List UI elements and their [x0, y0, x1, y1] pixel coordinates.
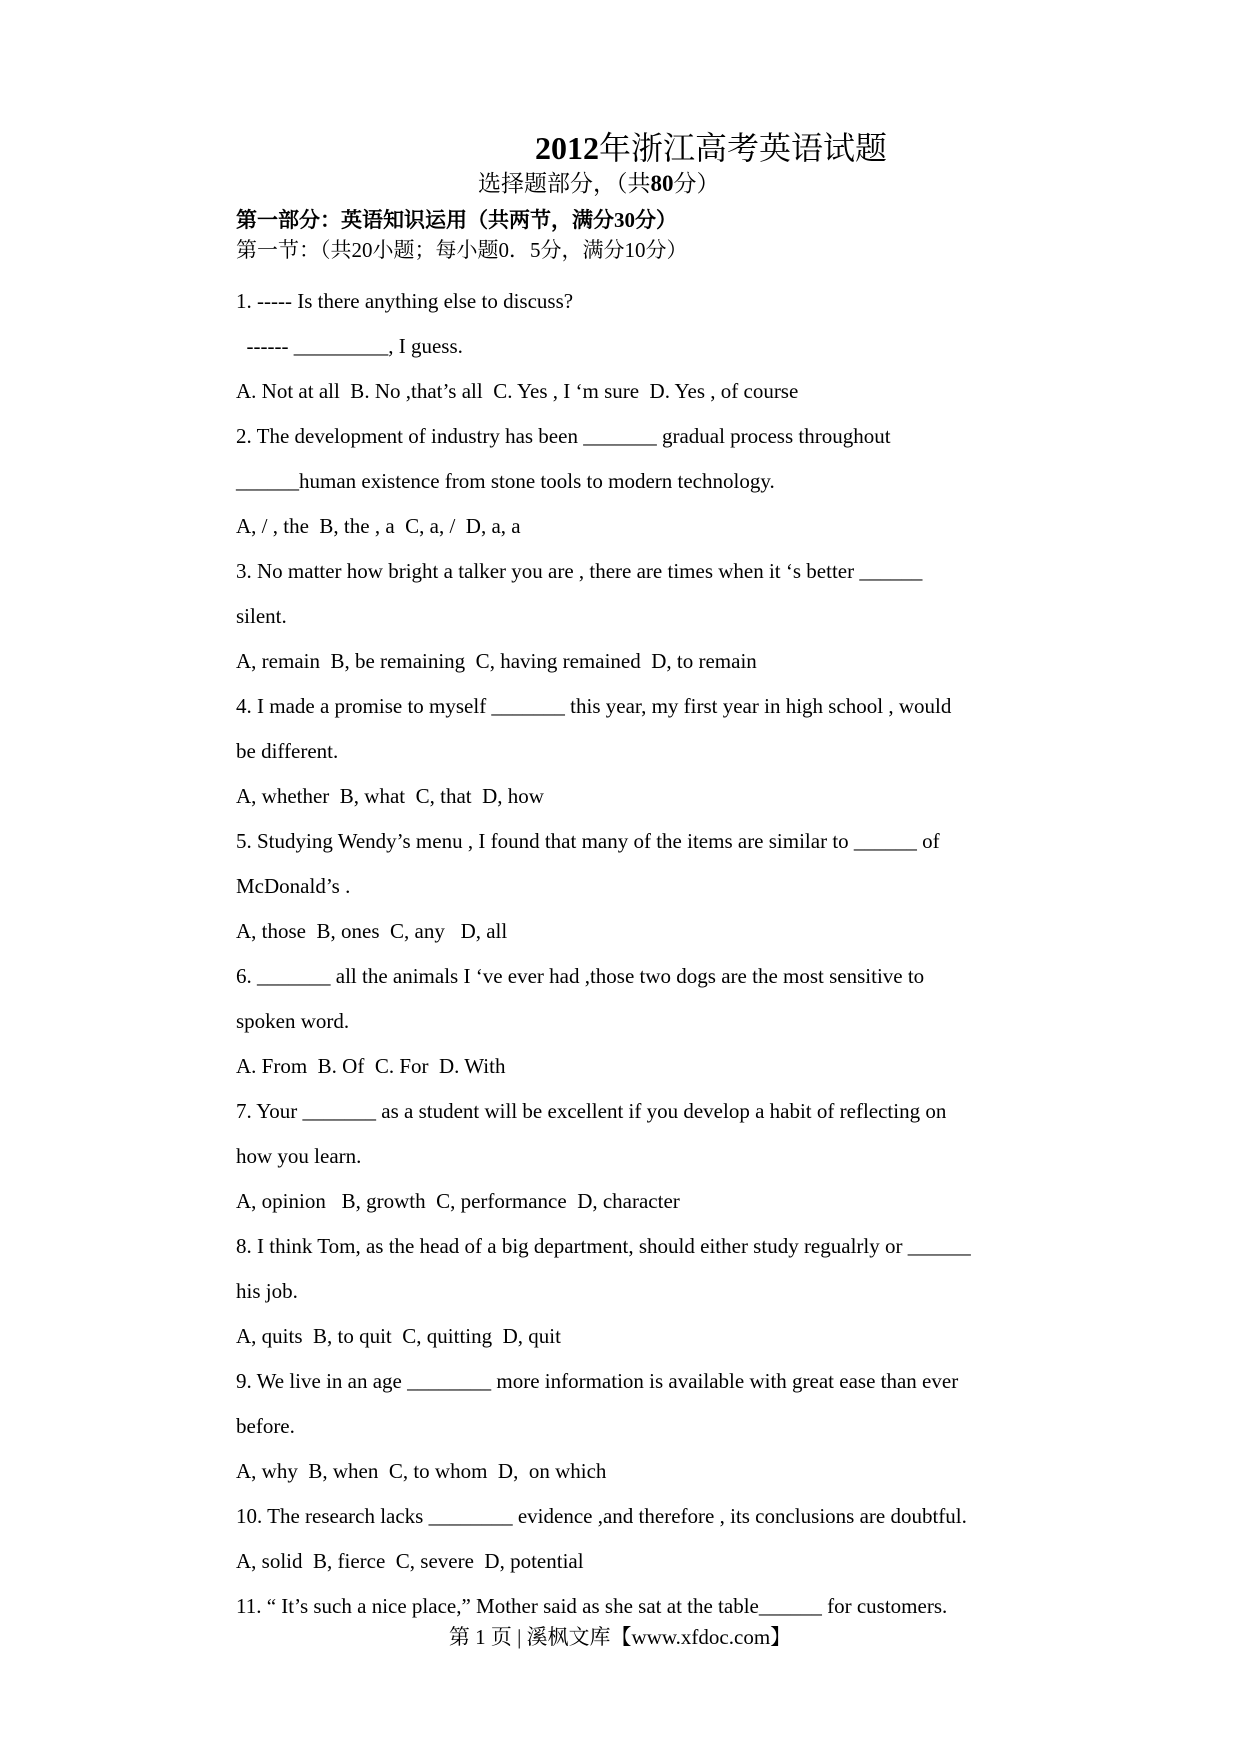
section-heading: 第一节：（共20小题；每小题0．5分，满分10分） [236, 238, 688, 262]
subtitle-after: 分） [673, 171, 720, 196]
subtitle-before: 选择题部分，（共 [478, 171, 651, 196]
question-line: before. [236, 1414, 295, 1438]
options-line: A, / , the B, the , a C, a, / D, a, a [236, 514, 521, 538]
question-line: 4. I made a promise to myself _______ this year, my first year in high school , would [236, 694, 952, 718]
question-line: 9. We live in an age ________ more information is available with great ease than ever [236, 1369, 959, 1393]
title-text: 年浙江高考英语试题 [599, 130, 888, 166]
question-line: 10. The research lacks ________ evidence ,and therefore , its conclusions are doubtful. [236, 1504, 967, 1528]
question-line: 6. _______ all the animals I ‘ve ever had ,those two dogs are the most sensitive to [236, 964, 925, 988]
subtitle-number: 80 [650, 171, 674, 196]
options-line: A, why B, when C, to whom D, on which [236, 1459, 607, 1483]
question-line: ______human existence from stone tools to modern technology. [236, 469, 775, 493]
question-line: how you learn. [236, 1144, 362, 1168]
title-year: 2012 [535, 130, 599, 166]
options-line: A. From B. Of C. For D. With [236, 1054, 506, 1078]
options-line: A, whether B, what C, that D, how [236, 784, 544, 808]
question-line: spoken word. [236, 1009, 350, 1033]
question-line: 2. The development of industry has been _______ gradual process throughout [236, 424, 891, 448]
question-line: 3. No matter how bright a talker you are , there are times when it ‘s better ______ [236, 559, 923, 583]
page-footer: 第 1 页 | 溪枫文库【www.xfdoc.com】 [448, 1625, 792, 1649]
question-line: 7. Your _______ as a student will be excellent if you develop a habit of reflecting on [236, 1099, 947, 1123]
question-line: 8. I think Tom, as the head of a big department, should either study regualrly or ______ [236, 1234, 971, 1258]
options-line: A, remain B, be remaining C, having remained D, to remain [236, 649, 757, 673]
page-title [535, 126, 887, 170]
question-line: McDonald’s . [236, 874, 351, 898]
question-line: 5. Studying Wendy’s menu , I found that many of the items are similar to ______ of [236, 829, 940, 853]
question-line: be different. [236, 739, 339, 763]
options-line: A, those B, ones C, any D, all [236, 919, 508, 943]
options-line: A, solid B, fierce C, severe D, potential [236, 1549, 584, 1573]
question-list [236, 286, 1016, 1636]
options-line: A, opinion B, growth C, performance D, character [236, 1189, 680, 1213]
question-line: his job. [236, 1279, 298, 1303]
options-line: A. Not at all B. No ,that’s all C. Yes , I ‘m sure D. Yes , of course [236, 379, 799, 403]
page-subtitle [478, 167, 720, 201]
part-heading: 第一部分：英语知识运用（共两节，满分30分） [236, 208, 677, 232]
options-line: A, quits B, to quit C, quitting D, quit [236, 1324, 561, 1348]
question-line: 1. ----- Is there anything else to discuss? [236, 289, 574, 313]
question-line: silent. [236, 604, 287, 628]
question-line: ------ _________, I guess. [236, 334, 463, 358]
question-line: 11. “ It’s such a nice place,” Mother said as she sat at the table______ for customers. [236, 1594, 948, 1618]
